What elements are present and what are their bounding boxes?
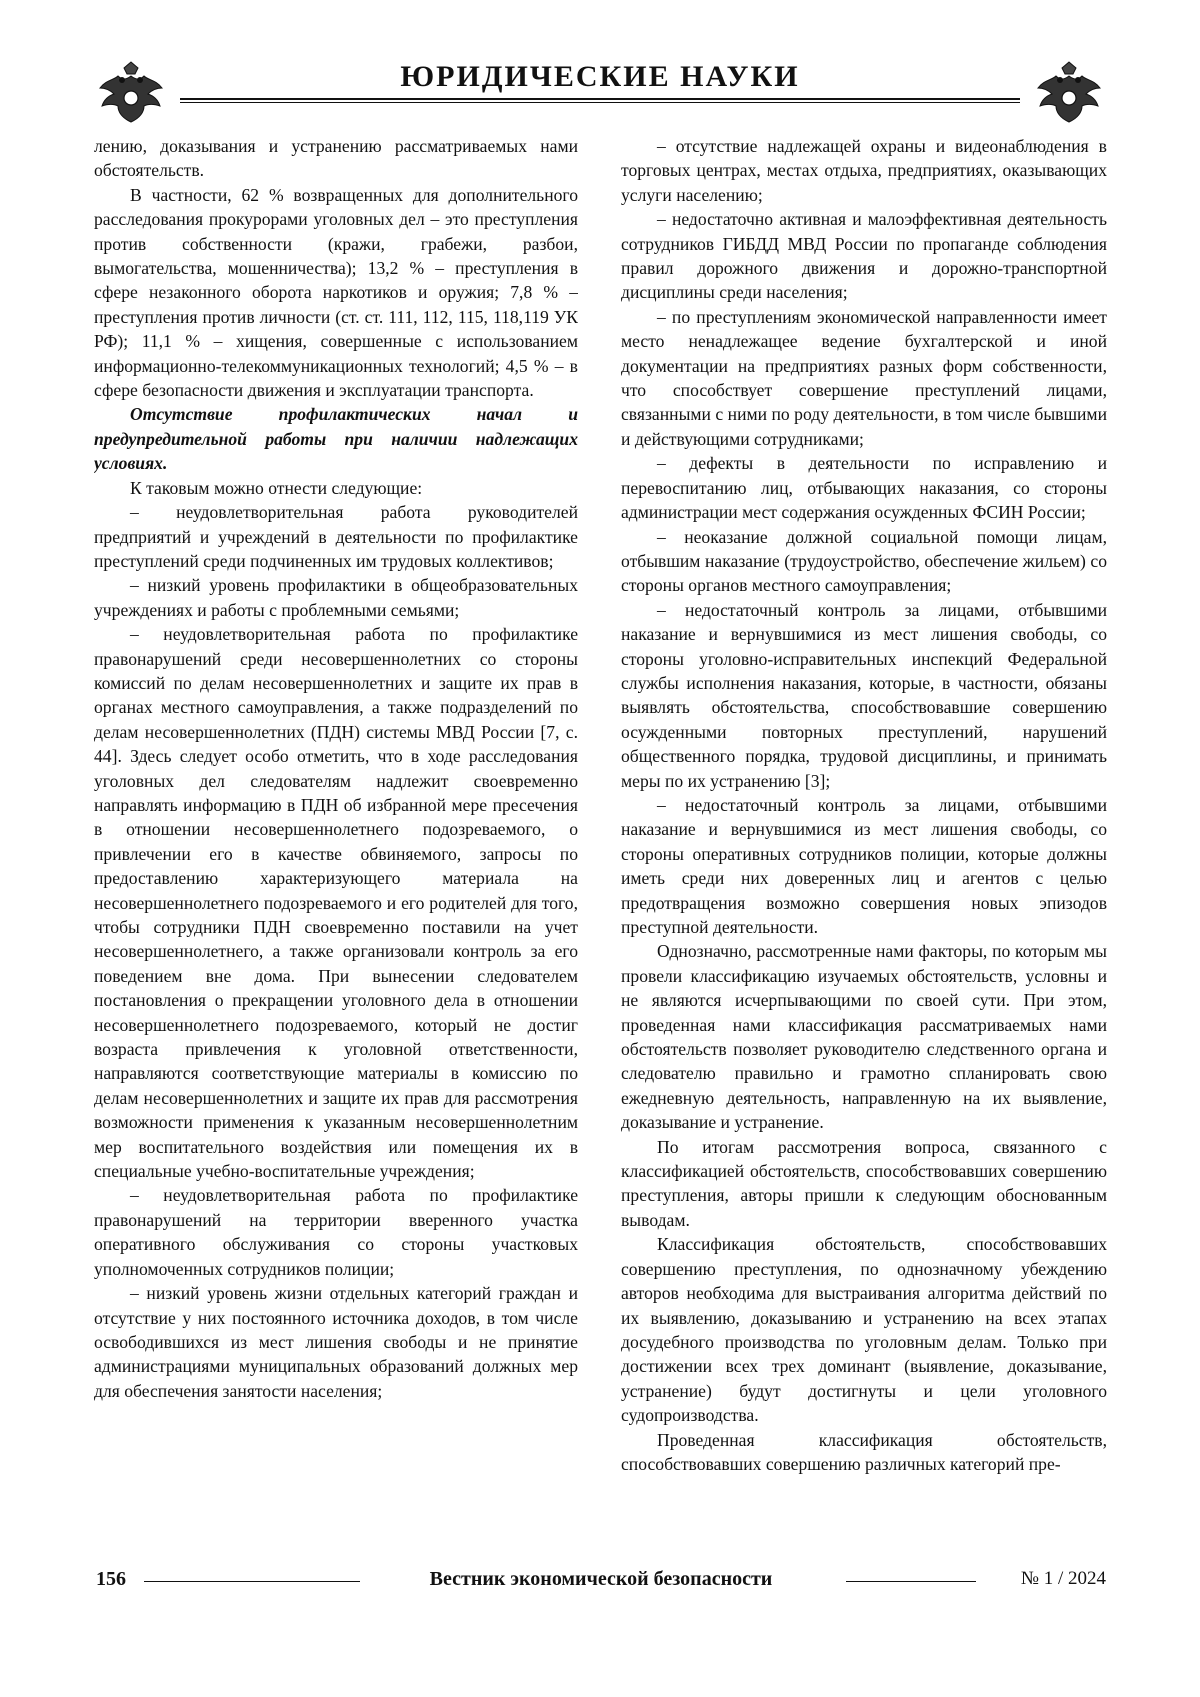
- paragraph: Классификация обстоятельств, способствовавших совершению преступления, по однозначному убеждению авторов необходима для выстраивания алгоритма действий по их выявлению, доказыванию и устранению на всех этапах досудебного производства по уголовным делам. Только при достижении всех трех доминант (выявление, доказывание, устранение) будут достигнуты и цели уголовного судопроизводства.: [621, 1234, 1107, 1426]
- list-item: – недостаточно активная и малоэффективная деятельность сотрудников ГИБДД МВД России по пропаганде соблюдения правил дорожного движения и дорожно-транспортной дисциплины среди населения;: [621, 209, 1107, 303]
- page-number: 156: [96, 1568, 126, 1590]
- eagle-emblem-icon: [1034, 58, 1104, 128]
- left-column: [94, 134, 578, 1584]
- paragraph: По итогам рассмотрения вопроса, связанного с классификацией обстоятельств, способствовавших совершению преступления, авторы пришли к следующим обоснованным выводам.: [621, 1136, 1107, 1230]
- page-header: [96, 58, 1104, 128]
- page-footer: [96, 1562, 1106, 1598]
- list-item: – недостаточный контроль за лицами, отбывшими наказание и вернувшимися из мест лишения свободы, со стороны оперативных сотрудников полиции, которые должны иметь среди них доверенных лиц и агентов с целью предотвращения возможно совершения новых эпизодов преступной деятельности.: [621, 794, 1107, 937]
- list-item: – неоказание должной социальной помощи лицам, отбывшим наказание (трудоустройство, обеспечение жильем) со стороны органов местного самоуправления;: [621, 526, 1107, 596]
- list-item: – неудовлетворительная работа по профилактике правонарушений на территории вверенного участка оперативного обслуживания со стороны участковых уполномоченных сотрудников полиции;: [94, 1185, 578, 1279]
- list-item: – по преступлениям экономической направленности имеет место ненадлежащее ведение бухгалтерской и иной документации на предприятиях разных форм собственности, что способствует совершение преступлений лицами, связанными с ними по роду деятельности, в том числе бывшими и действующими сотрудниками;: [621, 306, 1107, 449]
- list-item: – отсутствие надлежащей охраны и видеонаблюдения в торговых центрах, местах отдыха, предприятиях, оказывающих услуги населению;: [621, 136, 1107, 205]
- list-item: – низкий уровень жизни отдельных категорий граждан и отсутствие у них постоянного источника доходов, в том числе освободившихся из мест лишения свободы и не принятие администрациями муниципальных образований должных мер для обеспечения занятости населения;: [94, 1283, 578, 1401]
- paragraph: В частности, 62 % возвращенных для дополнительного расследования прокурорами уголовных дел – это преступления против собственности (кражи, грабежи, разбои, вымогательства, мошенничества); 13,2 % – преступления в сфере незаконного оборота наркотиков и оружия; 7,8 % – преступления против личности (ст. ст. 111, 112, 115, 118,119 УК РФ); 11,1 % – хищения, совершенные с использованием информационно-телекоммуникационных технологий; 4,5 % – в сфере безопасности движения и эксплуатации транспорта.: [94, 184, 578, 401]
- section-heading: Отсутствие профилактических начал и предупредительной работы при наличии надлежащих условиях.: [94, 404, 578, 474]
- paragraph: К таковым можно отнести следующие:: [130, 477, 423, 498]
- paragraph: Проведенная классификация обстоятельств, способствовавших совершению различных категорий пре-: [621, 1429, 1107, 1474]
- right-column: [621, 134, 1107, 1584]
- header-rule-thin: [180, 102, 1020, 103]
- paragraph: Однозначно, рассмотренные нами факторы, по которым мы провели классификацию изучаемых обстоятельств, условны и не являются исчерпывающими по своей сути. При этом, проведенная нами классификация рассматриваемых нами обстоятельств позволяет руководителю следственного органа и следователю правильно и грамотно спланировать свою ежедневную деятельность, направленную на их выявление, доказывание и устранение.: [621, 941, 1107, 1133]
- list-item: – дефекты в деятельности по исправлению и перевоспитанию лиц, отбывающих наказания, со стороны администрации мест содержания осужденных ФСИН России;: [621, 453, 1107, 523]
- section-title: ЮРИДИЧЕСКИЕ НАУКИ: [400, 60, 800, 93]
- journal-name: Вестник экономической безопасности: [429, 1568, 773, 1590]
- list-item: – неудовлетворительная работа руководителей предприятий и учреждений в деятельности по профилактике преступлений среди подчиненных им трудовых коллективов;: [94, 502, 578, 571]
- list-item: – низкий уровень профилактики в общеобразовательных учреждениях и работы с проблемными семьями;: [94, 575, 578, 620]
- issue-number: № 1 / 2024: [1020, 1568, 1106, 1589]
- list-item: – неудовлетворительная работа по профилактике правонарушений среди несовершеннолетних со стороны комиссий по делам несовершеннолетних и защите их прав в органах местного самоуправления, а также подразделений по делам несовершеннолетних (ПДН) системы МВД России [7, с. 44]. Здесь следует особо отметить, что в ходе расследования уголовных дел следователям надлежит своевременно направлять информацию в ПДН об избранной мере пресечения в отношении несовершеннолетнего подозреваемого, о привлечении его в качестве обвиняемого, запросы по предоставлению характеризующего материала на несовершеннолетнего подозреваемого и его родителей для того, чтобы сотрудники ПДН своевременно поставили на учет несовершеннолетнего, а также организовали контроль за его поведением вне дома. При вынесении следователем постановления о прекращении уголовного дела в отношении несовершеннолетнего подозреваемого, который не достиг возраста привлечения к уголовной ответственности, направляются соответствующие материалы в комиссию по делам несовершеннолетних и защите их прав для рассмотрения возможности применения к указанным несовершеннолетним мер воспитательного воздействия или помещения их в специальные учебно-воспитательные учреждения;: [94, 624, 578, 1182]
- list-item: – недостаточный контроль за лицами, отбывшими наказание и вернувшимися из мест лишения свободы, со стороны уголовно-исправительных инспекций Федеральной службы исполнения наказания, которые, в частности, обязаны выявлять обстоятельства, способствовавшие совершению осужденными повторных преступлений, нарушений общественного порядка, трудовой дисциплины, и принимать меры по их устранению [3];: [621, 599, 1107, 791]
- paragraph: лению, доказывания и устранению рассматриваемых нами обстоятельств.: [94, 136, 578, 181]
- footer-rule-right: [846, 1581, 976, 1582]
- header-rule: [180, 98, 1020, 100]
